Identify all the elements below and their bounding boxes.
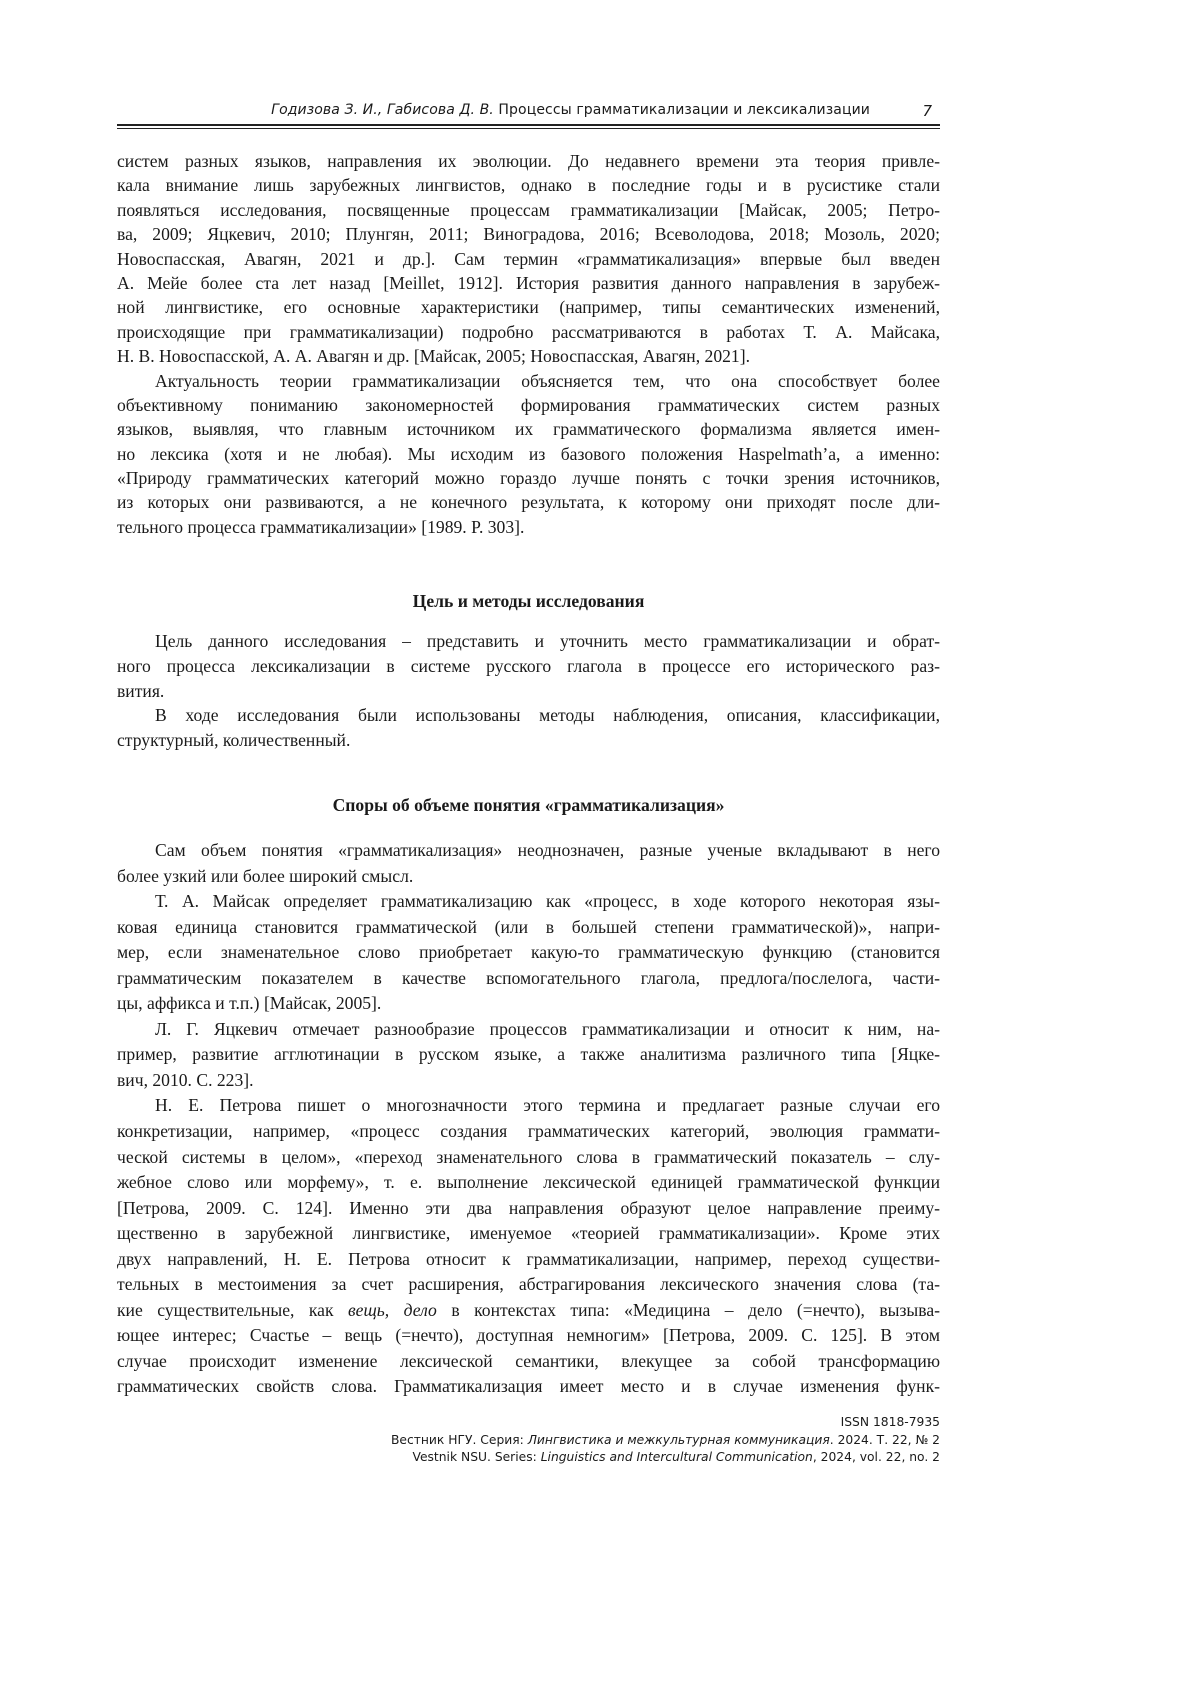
- text-line: случае происходит изменение лексической семантики, влекущее за собой трансформацию: [117, 1349, 940, 1375]
- section-debates: [117, 838, 940, 1400]
- text-line: А. Мейе более ста лет назад [Meillet, 1912]. История развития данного направления в зарубеж-: [117, 271, 940, 295]
- section-intro: [117, 149, 940, 539]
- footer-ru-suffix: . 2024. Т. 22, № 2: [830, 1433, 940, 1447]
- text-line: происходящие при грамматикализации) подробно рассматриваются в работах Т. А. Майсака,: [117, 320, 940, 344]
- text-line: грамматическим показателем в качестве вспомогательного глагола, предлога/послелога, части-: [117, 966, 940, 992]
- text-run: кие существительные, как: [117, 1300, 348, 1320]
- section-heading-debates: Споры об объеме понятия «грамматикализация»: [117, 795, 940, 816]
- running-header: [117, 102, 940, 124]
- header-authors: Годизова З. И., Габисова Д. В.: [271, 102, 494, 118]
- text-line: цы, аффикса и т.п.) [Майсак, 2005].: [117, 991, 940, 1017]
- paragraph: [117, 1093, 940, 1400]
- header-title: [117, 102, 870, 118]
- text-line: вития.: [117, 679, 940, 704]
- paragraph: [117, 889, 940, 1017]
- text-line: Т. А. Майсак определяет грамматикализацию как «процесс, в ходе которого некоторая язы-: [117, 889, 940, 915]
- text-line: «Природу грамматических категорий можно гораздо лучше понять с точки зрения источников,: [117, 466, 940, 490]
- text-line: мер, если знаменательное слово приобретает какую-то грамматическую функцию (становится: [117, 940, 940, 966]
- footer-ru-series: Лингвистика и межкультурная коммуникация: [528, 1433, 830, 1447]
- text-line: более узкий или более широкий смысл.: [117, 864, 940, 890]
- text-line: структурный, количественный.: [117, 728, 940, 753]
- footer-ru-prefix: Вестник НГУ. Серия:: [391, 1433, 528, 1447]
- paragraph: [117, 149, 940, 369]
- section-heading-goals: Цель и методы исследования: [117, 591, 940, 612]
- italic-term: вещь, дело: [348, 1300, 437, 1320]
- text-line: из которых они развиваются, а не конечного результата, к которому они приходят после дли-: [117, 490, 940, 514]
- header-article-title: Процессы грамматикализации и лексикализации: [498, 102, 870, 118]
- text-line: тельного процесса грамматикализации» [1989. P. 303].: [117, 515, 940, 539]
- page-number: 7: [922, 102, 932, 120]
- text-line: ной лингвистике, его основные характеристики (например, типы семантических изменений,: [117, 295, 940, 319]
- footer-issn: ISSN 1818-7935: [391, 1414, 940, 1432]
- footer-journal-ru: [391, 1432, 940, 1450]
- text-line: систем разных языков, направления их эволюции. До недавнего времени эта теория привле-: [117, 149, 940, 173]
- paragraph: [117, 838, 940, 889]
- text-run: в контекстах типа: «Медицина – дело (=нечто), вызыва-: [437, 1300, 940, 1320]
- text-line: ковая единица становится грамматической (или в большей степени грамматической)», напри-: [117, 915, 940, 941]
- section-goals: [117, 629, 940, 753]
- paragraph: [117, 369, 940, 540]
- text-line: Цель данного исследования – представить и уточнить место грамматикализации и обрат-: [117, 629, 940, 654]
- header-rule: [117, 124, 940, 129]
- text-line: но лексика (хотя и не любая). Мы исходим из базового положения Haspelmath’а, а именно:: [117, 442, 940, 466]
- paragraph: [117, 1017, 940, 1094]
- text-line: Н. Е. Петрова пишет о многозначности этого термина и предлагает разные случаи его: [117, 1093, 940, 1119]
- text-line: Л. Г. Яцкевич отмечает разнообразие процессов грамматикализации и относит к ним, на-: [117, 1017, 940, 1043]
- text-line: двух направлений, Н. Е. Петрова относит к грамматикализации, например, переход существи-: [117, 1247, 940, 1273]
- footer-en-suffix: , 2024, vol. 22, no. 2: [813, 1450, 940, 1464]
- text-line: Актуальность теории грамматикализации объясняется тем, что она способствует более: [117, 369, 940, 393]
- text-line: Н. В. Новоспасской, А. А. Авагян и др. [Майсак, 2005; Новоспасская, Авагян, 2021].: [117, 344, 940, 368]
- text-line: В ходе исследования были использованы методы наблюдения, описания, классификации,: [117, 703, 940, 728]
- text-line: конкретизации, например, «процесс создания грамматических категорий, эволюция граммати-: [117, 1119, 940, 1145]
- text-line: пример, развитие агглютинации в русском языке, а также аналитизма различного типа [Яцке-: [117, 1042, 940, 1068]
- text-line: Сам объем понятия «грамматикализация» неоднозначен, разные ученые вкладывают в него: [117, 838, 940, 864]
- text-line: появляться исследования, посвященные процессам грамматикализации [Майсак, 2005; Петро-: [117, 198, 940, 222]
- text-line: языков, выявляя, что главным источником их грамматического формализма является имен-: [117, 417, 940, 441]
- text-line: жебное слово или морфему», т. е. выполнение лексической единицей грамматической функции: [117, 1170, 940, 1196]
- footer-en-prefix: Vestnik NSU. Series:: [413, 1450, 541, 1464]
- text-line: ва, 2009; Яцкевич, 2010; Плунгян, 2011; Виноградова, 2016; Всеволодова, 2018; Мозоль, 2020;: [117, 222, 940, 246]
- text-line: тельных в местоимения за счет расширения, абстрагирования лексического значения слова (та-: [117, 1272, 940, 1298]
- text-line: щественно в зарубежной лингвистике, именуемое «теорией грамматикализации». Кроме этих: [117, 1221, 940, 1247]
- footer-en-series: Linguistics and Intercultural Communication: [541, 1450, 813, 1464]
- text-line: кала внимание лишь зарубежных лингвистов, однако в последние годы и в русистике стали: [117, 173, 940, 197]
- text-line: объективному пониманию закономерностей формирования грамматических систем разных: [117, 393, 940, 417]
- paragraph: [117, 703, 940, 753]
- text-line: Новоспасская, Авагян, 2021 и др.]. Сам термин «грамматикализация» впервые был введен: [117, 247, 940, 271]
- footer: [391, 1414, 940, 1467]
- text-line: грамматических свойств слова. Грамматикализация имеет место и в случае изменения функ-: [117, 1374, 940, 1400]
- paragraph: [117, 629, 940, 703]
- text-line: [117, 1298, 940, 1324]
- text-line: ческой системы в целом», «переход знаменательного слова в грамматический показатель – слу-: [117, 1145, 940, 1171]
- text-line: ющее интерес; Счастье – вещь (=нечто), доступная немногим» [Петрова, 2009. С. 125]. В этом: [117, 1323, 940, 1349]
- footer-journal-en: [391, 1449, 940, 1467]
- text-line: ного процесса лексикализации в системе русского глагола в процессе его исторического раз-: [117, 654, 940, 679]
- text-line: вич, 2010. С. 223].: [117, 1068, 940, 1094]
- text-line: [Петрова, 2009. С. 124]. Именно эти два направления образуют целое направление преиму-: [117, 1196, 940, 1222]
